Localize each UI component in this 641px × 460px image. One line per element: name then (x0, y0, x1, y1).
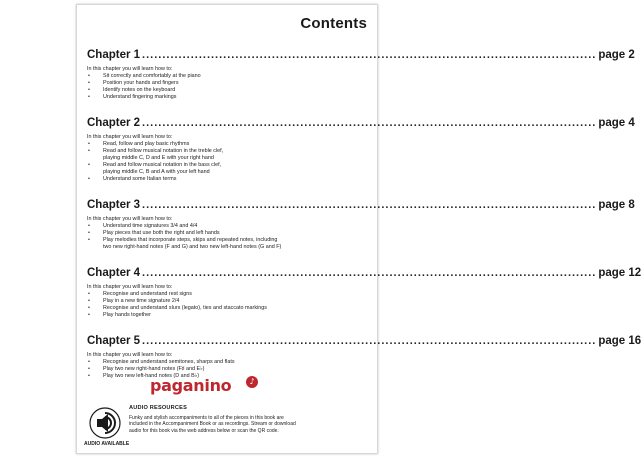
list-item: • Play melodies that incorporate steps, skips and repeated notes, including (88, 237, 278, 243)
list-item: • Identify notes on the keyboard (88, 87, 176, 93)
list-item: playing middle C, D and E with your right hand (103, 155, 214, 161)
chapter-2-page: page 4 (598, 117, 635, 129)
leader-dots (142, 49, 596, 62)
chapter-5-title: Chapter 5 (87, 335, 141, 347)
chapter-5-intro: In this chapter you will learn how to: (87, 352, 173, 358)
chapter-4-section (87, 267, 641, 319)
bullet-icon: • (88, 312, 90, 318)
leader-dots (142, 199, 596, 212)
list-item: • Understand some Italian terms (88, 176, 177, 182)
bullet-icon: • (88, 373, 90, 379)
chapter-1-page: page 2 (598, 49, 635, 61)
bullet-icon: • (88, 87, 90, 93)
bullet-icon: • (88, 366, 90, 372)
list-item: • Play two new right-hand notes (F♯ and E♭) (88, 366, 205, 372)
chapter-4-list (87, 291, 369, 319)
bullet-icon: • (88, 298, 90, 304)
chapter-2-intro: In this chapter you will learn how to: (87, 134, 173, 140)
audio-badge-text: AUDIO AVAILABLE (84, 441, 130, 447)
bullet-icon: • (88, 80, 90, 86)
bullet-icon: • (88, 223, 90, 229)
chapter-4-heading[interactable] (87, 267, 641, 280)
list-item: • Play pieces that use both the right and left hands (88, 230, 220, 236)
bullet-icon: • (88, 73, 90, 79)
list-item: • Play in a new time signature 2/4 (88, 298, 180, 304)
list-item: • Read and follow musical notation in the treble clef, (88, 148, 224, 154)
chapter-3-list (87, 223, 369, 251)
chapter-5-section (87, 335, 641, 380)
list-item: • Recognise and understand slurs (legato), ties and staccato markings (88, 305, 267, 311)
chapter-1-intro: In this chapter you will learn how to: (87, 66, 173, 72)
bullet-icon: • (88, 94, 90, 100)
chapter-3-heading[interactable] (87, 199, 635, 212)
chapter-5-heading[interactable] (87, 335, 641, 348)
list-item: • Recognise and understand rest signs (88, 291, 193, 297)
bullet-icon: • (88, 291, 90, 297)
chapter-3-intro: In this chapter you will learn how to: (87, 216, 173, 222)
leader-dots (142, 117, 596, 130)
audio-resources (83, 397, 373, 449)
bullet-icon: • (88, 230, 90, 236)
list-item: • Read, follow and play basic rhythms (88, 141, 190, 147)
chapter-3-page: page 8 (598, 199, 635, 211)
chapter-2-heading[interactable] (87, 117, 635, 130)
chapter-1-list (87, 73, 369, 101)
bullet-icon: • (88, 141, 90, 147)
chapter-2-section (87, 117, 635, 183)
list-item: • Understand time signatures 3/4 and 4/4 (88, 223, 198, 229)
chapter-1-title: Chapter 1 (87, 49, 141, 61)
list-item: playing middle C, B and A with your left hand (103, 169, 210, 175)
chapter-2-list (87, 141, 369, 183)
bullet-icon: • (88, 176, 90, 182)
leader-dots (142, 267, 596, 280)
audio-title: AUDIO RESOURCES (129, 405, 188, 411)
page-title: Contents (300, 15, 367, 32)
chapter-4-page: page 12 (598, 267, 641, 279)
audio-available-icon (83, 399, 130, 447)
list-item: • Understand fingering markings (88, 94, 177, 100)
leader-dots (142, 335, 596, 348)
paganino-logo: paganino (150, 376, 232, 395)
list-item: • Sit correctly and comfortably at the piano (88, 73, 201, 79)
chapter-3-title: Chapter 3 (87, 199, 141, 211)
list-item: two new right-hand notes (F and G) and two new left-hand notes (G and F) (103, 244, 282, 250)
audio-description: Funky and stylish accompaniments to all of the pieces in this book are included in the Accompaniment Book or as recordings. Stream or download audio for this book via the web address below or scan the QR code. (129, 415, 296, 434)
list-item: • Play two new left-hand notes (D and B♭) (88, 373, 200, 379)
chapter-1-section (87, 49, 635, 101)
logo-mark-icon: ♪ (246, 376, 258, 388)
list-item: • Read and follow musical notation in the bass clef, (88, 162, 222, 168)
bullet-icon: • (88, 148, 90, 154)
bullet-icon: • (88, 359, 90, 365)
bullet-icon: • (88, 162, 90, 168)
chapter-1-heading[interactable] (87, 49, 635, 62)
list-item: • Recognise and understand semitones, sharps and flats (88, 359, 235, 365)
bullet-icon: • (88, 305, 90, 311)
bullet-icon: • (88, 237, 90, 243)
chapter-2-title: Chapter 2 (87, 117, 141, 129)
chapter-3-section (87, 199, 635, 251)
chapter-4-intro: In this chapter you will learn how to: (87, 284, 173, 290)
list-item: • Position your hands and fingers (88, 80, 179, 86)
chapter-5-page: page 16 (598, 335, 641, 347)
chapter-4-title: Chapter 4 (87, 267, 141, 279)
list-item: • Play hands together (88, 312, 151, 318)
